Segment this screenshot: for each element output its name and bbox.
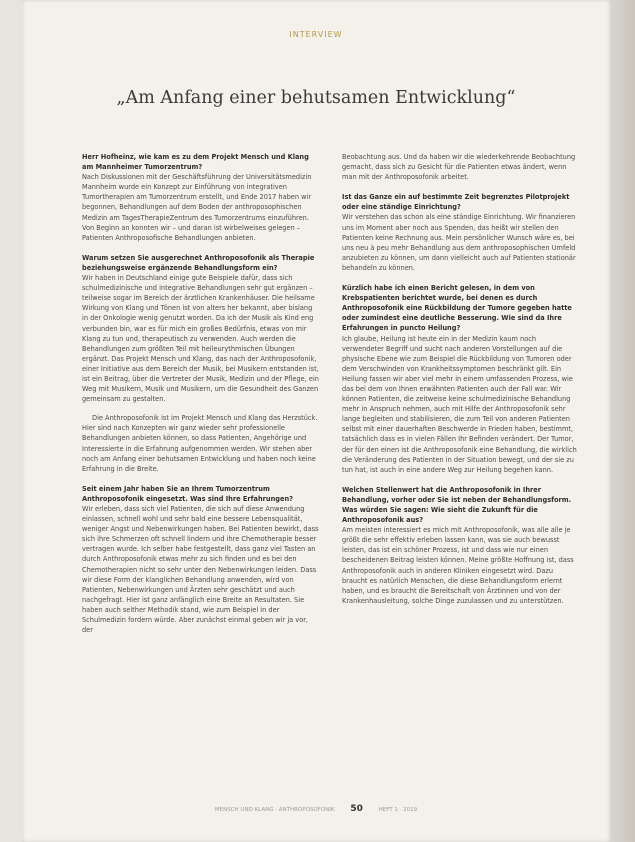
question: Ist das Ganze ein auf bestimmte Zeit begrenztes Pilotprojekt oder eine ständige Einrichtung? (342, 193, 570, 212)
right-column (342, 152, 580, 616)
answer-paragraph: Die Anthroposofonik ist im Projekt Mensch und Klang das Herzstück. Hier sind nach Konzepten wir ganz wieder sehr professionelle Behandlungen anbieten können, so dass Patienten, Angehörige und Interessierte in die Erfahrung aufgenommen werden. Wir stehen aber noch am Anfang einer behutsamen Entwicklung und haben noch keine Erfahrung in die Breite. (82, 414, 318, 473)
page-footer (22, 804, 610, 814)
section-kicker: INTERVIEW (289, 30, 343, 39)
answer-paragraph: Ich glaube, Heilung ist heute ein in der Medizin kaum noch verwendeter Begriff und sucht nach anderen Vorstellungen auf die physische Ebene wie zum Beispiel die Rückbildung von Tumoren oder dem Verschwinden von Krankheitssymptomen beschränkt gilt. Ein Heilung fassen wir aber viel mehr in einem umfassenden Prozess, wie das bei dem von Ihnen erwähnten Patienten auch der Fall war. Wir können Patienten, die zeitweise keine schulmedizinische Behandlung mehr in Anspruch nehmen, auch mit Hilfe der Anthroposofonik sehr lange begleiten und stabilisieren, die zum Teil von anderen Patienten selbst mit einer dauerhaften Beschwerde in Frieden haben, bestimmt, tatsächlich dass es in vielen Fällen Ihr Befinden verändert. Der Tumor, der für den einen ist die Anthroposofonik eine Behandlung, die wirklich die Veränderung des Patienten in der Situation bewegt, und der sie zu tun hat, ist auch in eine andere Weg zur Heilung begehen kann. (342, 334, 577, 474)
question: Warum setzen Sie ausgerechnet Anthroposofonik als Therapie beziehungsweise ergänzende Behandlungsform ein? (82, 253, 315, 272)
answer-paragraph: Beobachtung aus. Und da haben wir die wiederkehrende Beobachtung gemacht, dass sich zu Gesicht für die Patienten etwas ändert, wenn man mit der Anthroposofonik arbeitet. (342, 153, 576, 182)
qa-block (342, 283, 580, 475)
footer-right-text: HEFT 1 · 2019 (378, 807, 418, 813)
qa-block (82, 484, 319, 635)
answer-paragraph: Am meisten interessiert es mich mit Anthroposofonik, was alle alle je größt die sehr effektiv erleben lassen kann, was sie auch bewusst leisten, das ist ein schöner Prozess, ist und dass wie nur einen bescheidenen Beitrag leisten können. Meine größte Hoffnung ist, dass Anthroposofonik auch in anderen Kliniken eingesetzt wird. Dazu braucht es natürlich Menschen, die diese Behandlungsform erlernt haben, und es braucht die Bereitschaft von Ärztinnen und von der Krankenhausleitung, solche Dinge zuzulassen und zu unterstützen. (342, 526, 574, 605)
qa-block (342, 152, 580, 182)
question: Seit einem Jahr haben Sie an Ihrem Tumorzentrum Anthroposofonik eingesetzt. Was sind Ihre Erfahrungen? (82, 484, 294, 503)
answer-paragraph: Wir erleben, dass sich viel Patienten, die sich auf diese Anwendung einlassen, schnell wohl und sehr bald eine bessere Lebensqualität, weniger Angst und Nebenwirkungen haben. Bei Patienten bewirkt, dass sich ihre Schmerzen oft schnell lindern und ihre Chemotherapie besser vertragen wurde. Ich selber habe festgestellt, dass ganz viel Tasten an durch Anthroposofonik etwas mehr zu sich finden und es bei den Chemotherapien nicht so sehr unter den Nebenwirkungen leiden. Dass wir diese Form der klanglichen Behandlung anwenden, wird von Patienten, Nebenwirkungen und Ärzten sehr geschätzt und auch nachgefragt. Hier ist ganz anfänglich eine Breite an Resultaten. Sie haben auch seither Methodik stand, wie zum Beispiel in der Schulmedizin fordern würde. Aber zunächst einmal geben wir ja vor, der (82, 505, 319, 635)
answer-paragraph: Wir haben in Deutschland einige gute Beispiele dafür, dass sich schulmedizinische und integrative Behandlungen sehr gut ergänzen – teilweise sogar im Bereich der ärztlichen Krankenhäuser. Die heilsame Wirkung von Klang und Tönen ist von alters her bekannt, aber bislang in der Onkologie wenig genutzt worden. Da ich der Musik als Kind eng verbunden bin, war es für mich ein großes Bedürfnis, etwas von mir Klang zu tun und, therapeutisch zu verwenden. Auch werden die Behandlungen zum größten Teil mit heileurythmischen Übungen ergänzt. Das Projekt Mensch und Klang, das nach der Anthroposofonik, einer Initiative aus dem Bereich der Musik, bei Musikern entstanden ist, ist ein Beitrag, über die Vertreter der Musik, Medizin und der Pflege, ein Weg mit Musikern, Musik und Musikern, um die Gesundheit des Ganzen gemeinsam zu gestalten. (82, 274, 319, 404)
page-number: 50 (350, 804, 363, 814)
question: Welchen Stellenwert hat die Anthroposofonik in Ihrer Behandlung, vorher oder Sie ist neben der Behandlungsform. Was würden Sie sagen: Wie sieht die Zukunft für die Anthroposofonik aus? (342, 485, 572, 525)
answer-paragraph: Wir verstehen das schon als eine ständige Einrichtung. Wir finanzieren uns im Moment aber noch aus Spenden, das heißt wir stellen den Patienten keine Rechnung aus. Mein persönlicher Wunsch wäre es, bei uns neu à peu mehr Behandlung aus dem anthroposophischen Umfeld anzubieten zu können, um dann vielleicht auch auf Patienten stationär behandeln zu können. (342, 213, 576, 272)
magazine-page (22, 0, 610, 842)
page-edge-shadow (610, 0, 635, 842)
qa-block (342, 192, 580, 273)
question: Kürzlich habe ich einen Bericht gelesen, in dem von Krebspatienten berichtet wurde, bei denen es durch Anthroposofonik eine Rückbildung der Tumore gegeben hatte oder zumindest eine deutliche Besserung. Wie sind da Ihre Erfahrungen in puncto Heilung? (342, 284, 572, 333)
answer-paragraph: Nach Diskussionen mit der Geschäftsführung der Universitätsmedizin Mannheim wurde ein Konzept zur Einführung von integrativen Tumortherapien am Tumorzentrum erstellt, und Ende 2017 haben wir begonnen, Behandlungen auf dem Boden der anthroposophischen Medizin am TagesTherapieZentrum des Tumorzentrums einzuführen. Von Beginn an konnten wir – und daran ist wirbelweises gelegen – Patienten Anthroposofische Behandlungen anbieten. (82, 173, 312, 242)
footer-left-text: MENSCH UND KLANG · ANTHROPOSOFONIK (214, 807, 335, 813)
article-headline: „Am Anfang einer behutsamen Entwicklung“ (116, 88, 516, 108)
left-column (82, 152, 319, 645)
qa-block (342, 485, 580, 606)
qa-block (82, 152, 319, 243)
qa-block (82, 253, 319, 474)
question: Herr Hofheinz, wie kam es zu dem Projekt Mensch und Klang am Mannheimer Tumorzentrum? (82, 153, 309, 172)
